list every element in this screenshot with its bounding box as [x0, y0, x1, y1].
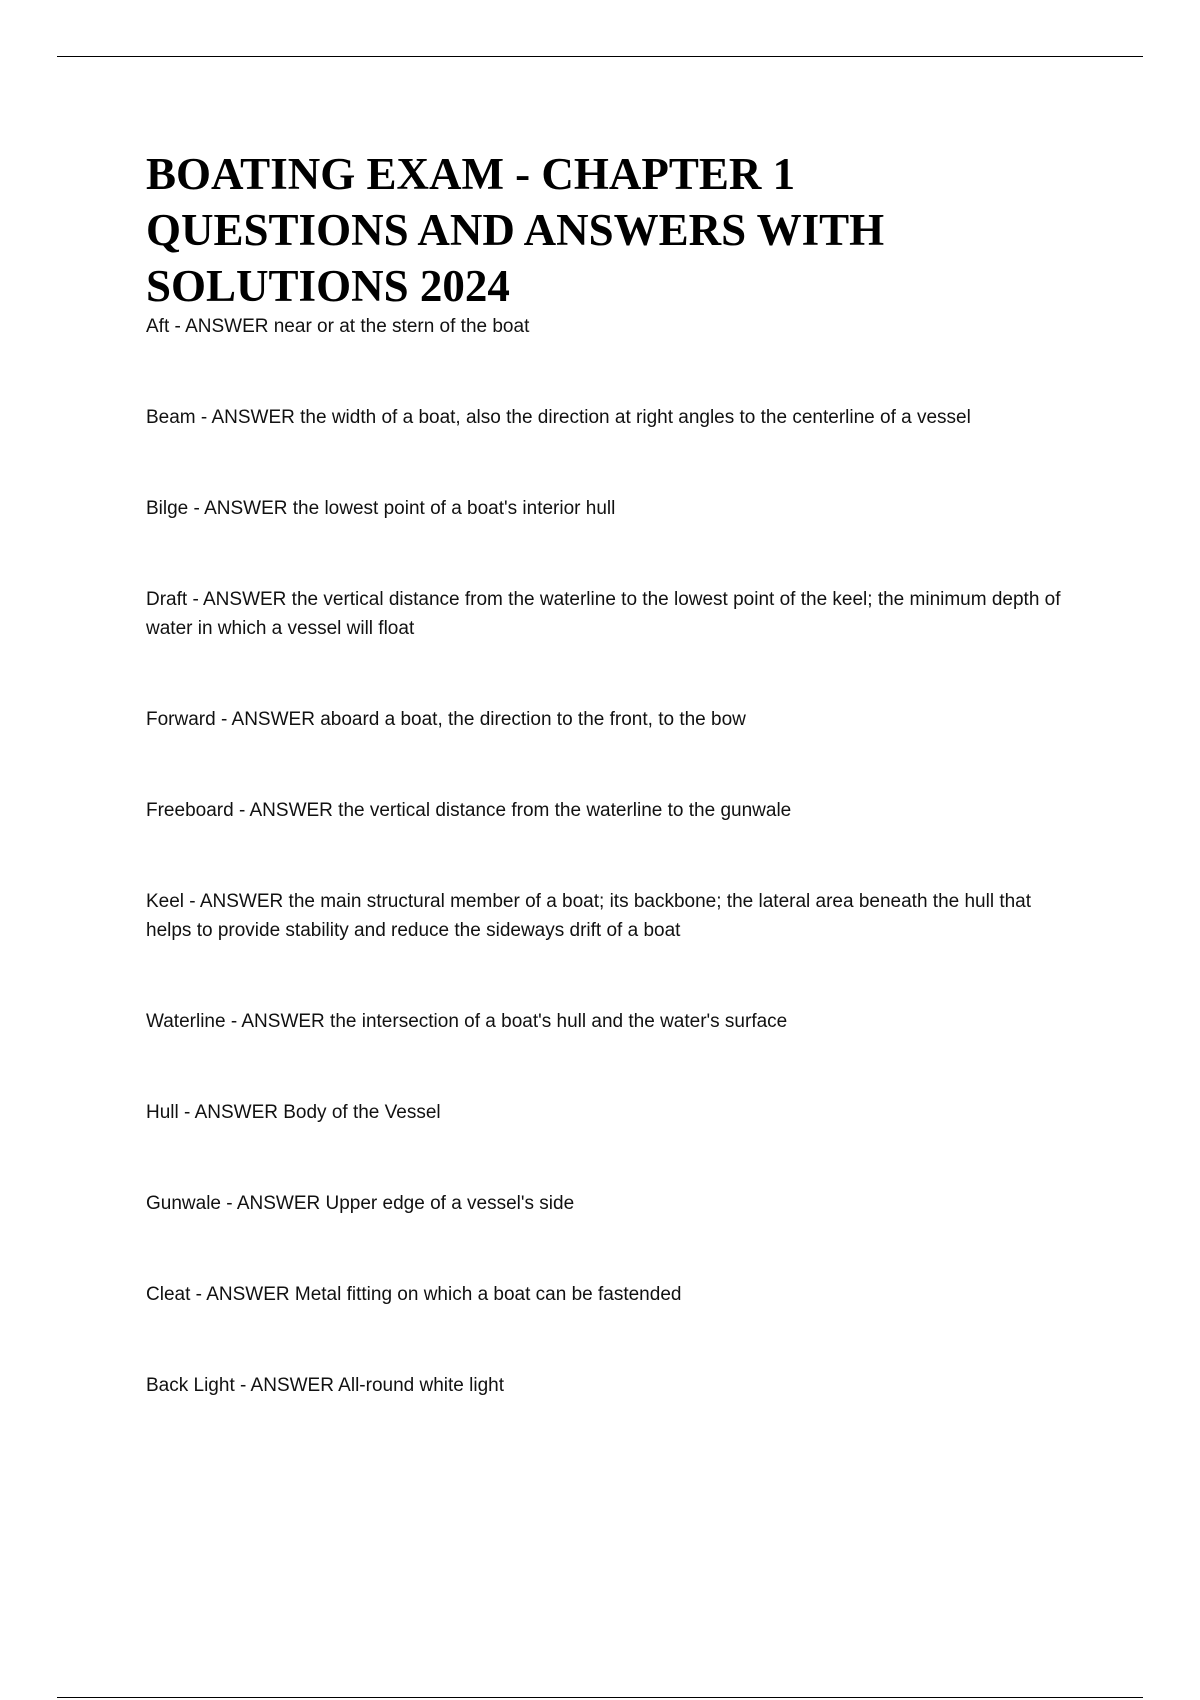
top-rule: [57, 56, 1143, 57]
entry-draft: Draft - ANSWER the vertical distance from the waterline to the lowest point of the keel; the minimum depth of water in which a vessel will float: [146, 589, 1061, 639]
entry-cleat: Cleat - ANSWER Metal fitting on which a boat can be fastended: [146, 1284, 682, 1305]
document-title: [146, 146, 1046, 314]
title-line-2: QUESTIONS AND ANSWERS WITH: [146, 205, 885, 255]
entry-bilge: Bilge - ANSWER the lowest point of a boat's interior hull: [146, 498, 616, 519]
bottom-rule: [57, 1697, 1143, 1698]
entry-aft: Aft - ANSWER near or at the stern of the boat: [146, 316, 530, 337]
entry-back-light: Back Light - ANSWER All-round white light: [146, 1375, 504, 1396]
entry-waterline: Waterline - ANSWER the intersection of a boat's hull and the water's surface: [146, 1011, 788, 1032]
title-line-3: SOLUTIONS 2024: [146, 261, 510, 311]
entry-beam: Beam - ANSWER the width of a boat, also the direction at right angles to the centerline of a vessel: [146, 407, 971, 428]
entry-forward: Forward - ANSWER aboard a boat, the direction to the front, to the bow: [146, 709, 746, 730]
title-line-1: BOATING EXAM - CHAPTER 1: [146, 149, 796, 199]
entry-gunwale: Gunwale - ANSWER Upper edge of a vessel's side: [146, 1193, 575, 1214]
entry-freeboard: Freeboard - ANSWER the vertical distance from the waterline to the gunwale: [146, 800, 792, 821]
entry-keel: Keel - ANSWER the main structural member of a boat; its backbone; the lateral area beneath the hull that helps to provide stability and reduce the sideways drift of a boat: [146, 891, 1032, 941]
entry-hull: Hull - ANSWER Body of the Vessel: [146, 1102, 441, 1123]
